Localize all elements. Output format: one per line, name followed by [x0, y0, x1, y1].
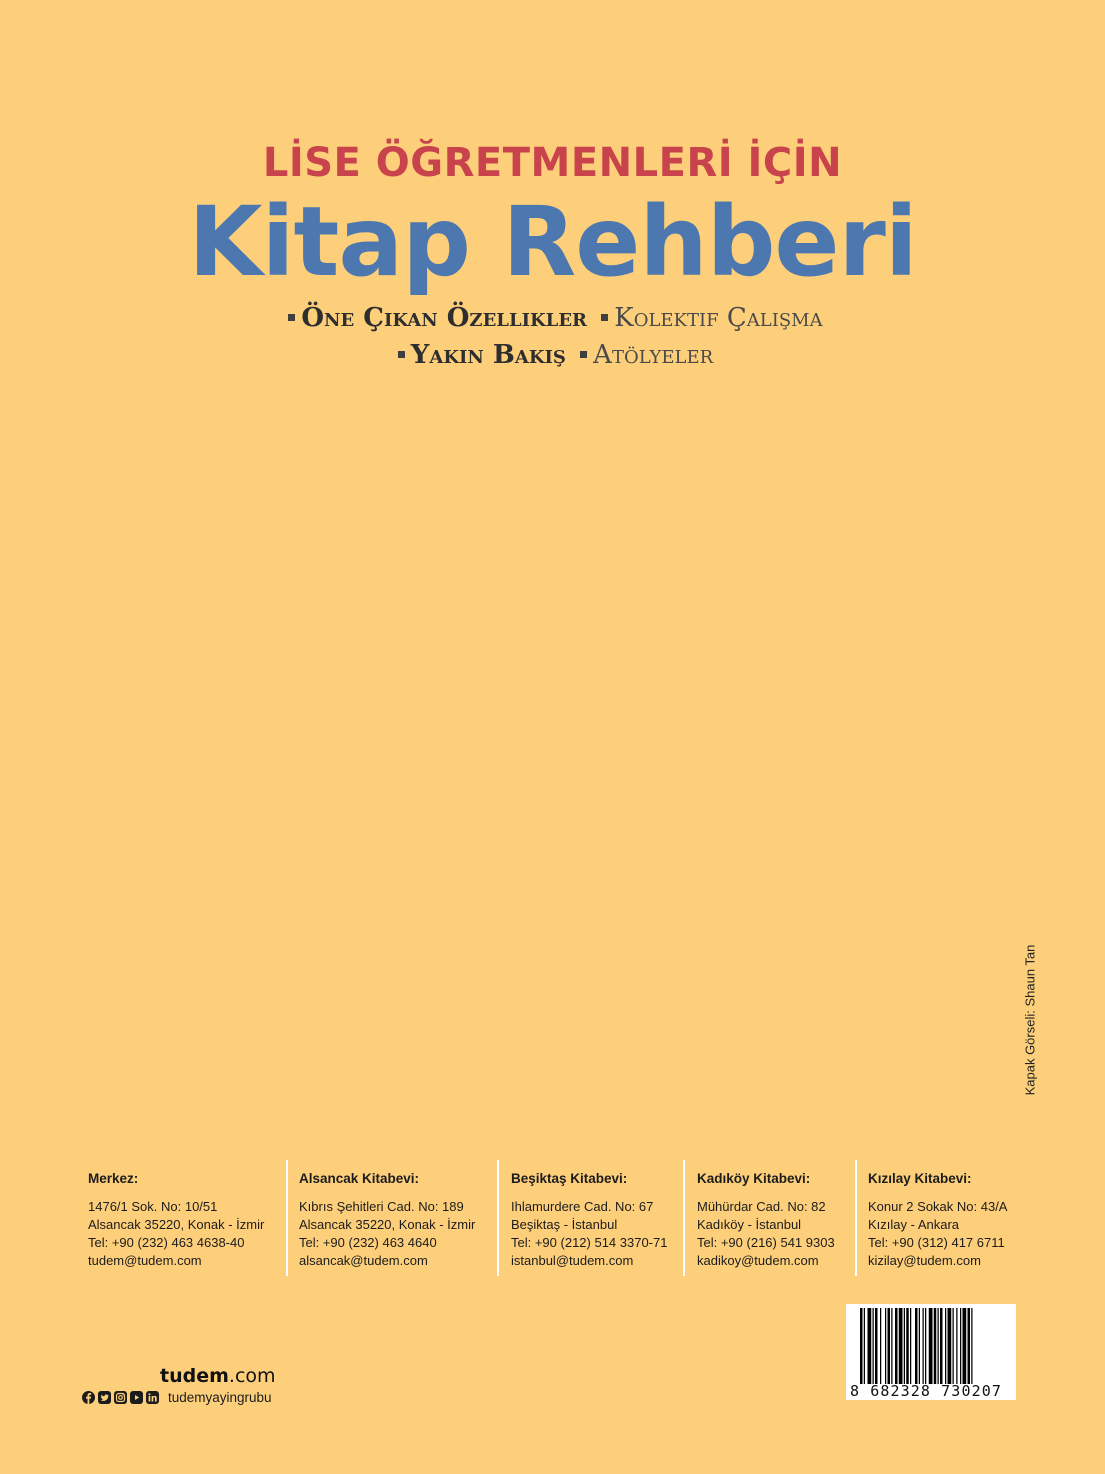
- barcode-bar: [860, 1308, 863, 1384]
- barcode-bar: [880, 1308, 881, 1384]
- barcode-bar: [948, 1308, 952, 1384]
- address-line: Alsancak 35220, Konak - İzmir: [88, 1217, 265, 1232]
- address-name: Merkez:: [88, 1171, 139, 1186]
- address-email: kizilay@tudem.com: [868, 1253, 981, 1268]
- divider: [683, 1160, 685, 1276]
- divider: [497, 1160, 499, 1276]
- address-tel: Tel: +90 (212) 514 3370-71: [511, 1235, 668, 1250]
- address-tel: Tel: +90 (216) 541 9303: [697, 1235, 835, 1250]
- barcode-bar: [868, 1308, 872, 1384]
- twitter-icon[interactable]: [98, 1391, 111, 1404]
- barcode-bar: [915, 1308, 918, 1384]
- address-block-alsancak: [299, 1160, 475, 1278]
- address-name: Beşiktaş Kitabevi:: [511, 1171, 628, 1186]
- barcode-bar: [895, 1308, 898, 1384]
- address-line: Ihlamurdere Cad. No: 67: [511, 1199, 654, 1214]
- barcode-bar: [904, 1308, 905, 1384]
- address-line: Mühürdar Cad. No: 82: [697, 1199, 826, 1214]
- youtube-icon[interactable]: [130, 1391, 143, 1404]
- site-domain: .com: [228, 1365, 276, 1387]
- bullet-icon: [580, 351, 587, 358]
- barcode-bar: [960, 1308, 961, 1384]
- barcode: [846, 1304, 1016, 1400]
- barcode-bar: [956, 1308, 957, 1384]
- bullet-icon: [288, 314, 295, 321]
- address-name: Kızılay Kitabevi:: [868, 1171, 972, 1186]
- site-name: tudem: [160, 1365, 229, 1387]
- divider: [286, 1160, 288, 1276]
- linkedin-icon[interactable]: [146, 1391, 159, 1404]
- address-name: Alsancak Kitabevi:: [299, 1171, 420, 1186]
- barcode-bar: [910, 1308, 911, 1384]
- address-email: alsancak@tudem.com: [299, 1253, 428, 1268]
- facebook-icon[interactable]: [82, 1391, 95, 1404]
- instagram-icon[interactable]: [114, 1391, 127, 1404]
- address-line: Kıbrıs Şehitleri Cad. No: 189: [299, 1199, 464, 1214]
- feature-item: Öne Çıkan Özellikler: [301, 303, 587, 333]
- barcode-bar: [873, 1308, 874, 1384]
- barcode-bar: [885, 1308, 886, 1384]
- address-block-kadikoy: [697, 1160, 835, 1278]
- cover-subtitle: LİSE ÖĞRETMENLERİ İÇİN: [262, 140, 843, 186]
- feature-item: Atölyeler: [593, 340, 714, 370]
- social-handle: tudemyayingrubu: [168, 1389, 272, 1405]
- address-line: Konur 2 Sokak No: 43/A: [868, 1199, 1008, 1214]
- bullet-icon: [601, 314, 608, 321]
- address-line: Beşiktaş - İstanbul: [511, 1217, 618, 1232]
- address-line: Alsancak 35220, Konak - İzmir: [299, 1217, 476, 1232]
- barcode-bar: [968, 1308, 971, 1384]
- feature-line-2: [0, 340, 1105, 370]
- address-tel: Tel: +90 (232) 463 4638-40: [88, 1235, 245, 1250]
- feature-item: Kolektif Çalışma: [614, 303, 823, 333]
- barcode-bar: [929, 1308, 933, 1384]
- barcode-bar: [899, 1308, 903, 1384]
- barcode-bar: [938, 1308, 939, 1384]
- barcode-bar: [891, 1308, 892, 1384]
- cover-title: Kitap Rehberi: [188, 186, 917, 298]
- address-block-besiktas: [511, 1160, 667, 1278]
- barcode-bars: [860, 1308, 1008, 1384]
- feature-item: Yakın Bakış: [410, 340, 566, 370]
- barcode-bar: [940, 1308, 943, 1384]
- barcode-bar: [953, 1308, 954, 1384]
- social-links: [82, 1388, 272, 1406]
- barcode-bar: [906, 1308, 909, 1384]
- feature-line-1: [0, 303, 1105, 333]
- barcode-bar: [875, 1308, 878, 1384]
- barcode-bar: [934, 1308, 937, 1384]
- address-line: Kızılay - Ankara: [868, 1217, 960, 1232]
- address-tel: Tel: +90 (232) 463 4640: [299, 1235, 437, 1250]
- address-email: istanbul@tudem.com: [511, 1253, 634, 1268]
- divider: [855, 1160, 857, 1276]
- address-line: 1476/1 Sok. No: 10/51: [88, 1199, 218, 1214]
- address-name: Kadıköy Kitabevi:: [697, 1171, 811, 1186]
- cover-image-credit: Kapak Görseli: Shaun Tan: [1022, 944, 1038, 1096]
- address-email: kadikoy@tudem.com: [697, 1253, 819, 1268]
- barcode-bar: [963, 1308, 967, 1384]
- barcode-bar: [945, 1308, 946, 1384]
- website-link[interactable]: [160, 1365, 276, 1387]
- barcode-bar: [864, 1308, 865, 1384]
- barcode-bar: [923, 1308, 924, 1384]
- address-section: [0, 1160, 1105, 1280]
- barcode-bar: [888, 1308, 891, 1384]
- address-block-merkez: [88, 1160, 264, 1278]
- address-tel: Tel: +90 (312) 417 6711: [868, 1235, 1005, 1250]
- barcode-bar: [919, 1308, 920, 1384]
- barcode-bar: [925, 1308, 926, 1384]
- address-email: tudem@tudem.com: [88, 1253, 202, 1268]
- bullet-icon: [398, 351, 405, 358]
- address-block-kizilay: [868, 1160, 1007, 1278]
- address-line: Kadıköy - İstanbul: [697, 1217, 802, 1232]
- barcode-digits: 8 682328 730207: [850, 1382, 1002, 1400]
- barcode-bar: [971, 1308, 972, 1384]
